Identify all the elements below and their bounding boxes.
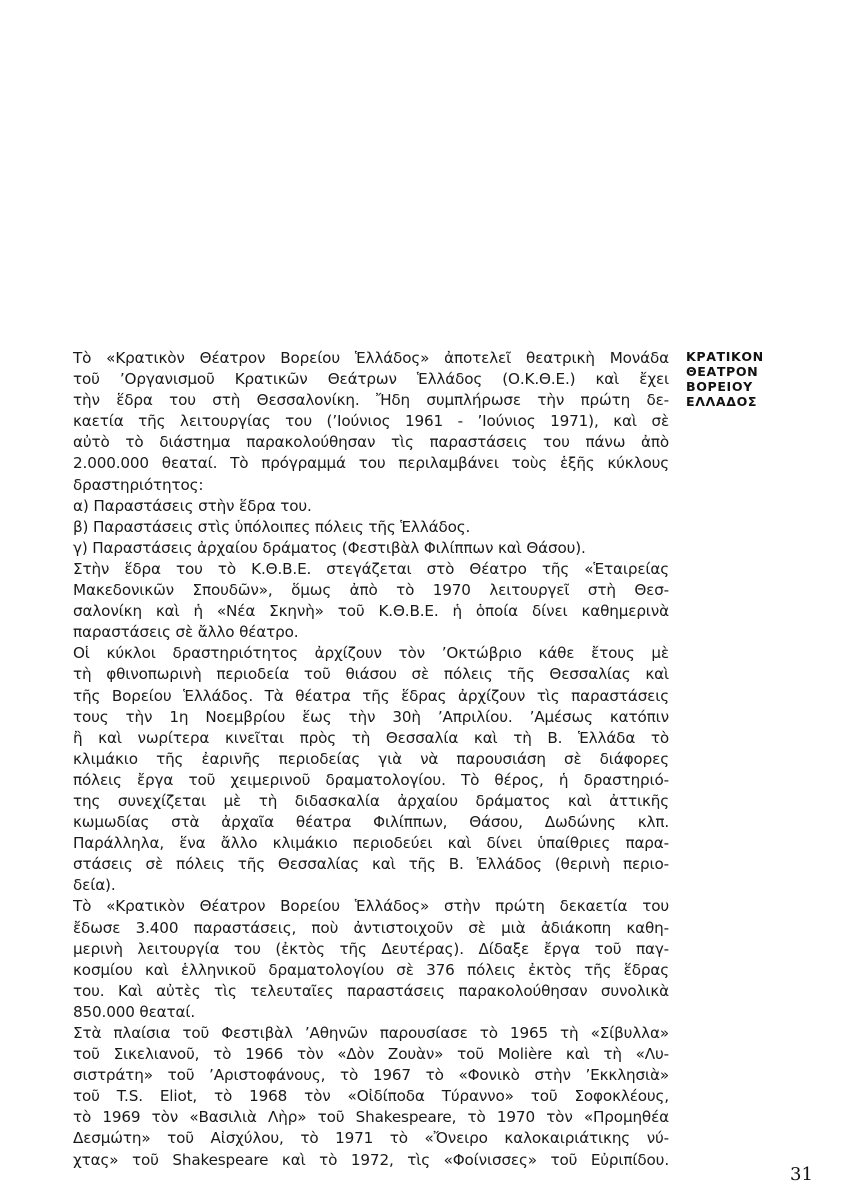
text-line: τὸ 1969 τὸν «Βασιλιὰ Λὴρ» τοῦ Shakespeare, τὸ 1970 τὸν «Προμηθέα <box>73 1108 669 1127</box>
text-line: Οἱ κύκλοι δραστηριότητος ἀρχίζουν τὸν ’Οκτώβριο κάθε ἔτους μὲ <box>73 644 669 663</box>
text-line: τὴν ἕδρα του στὴ Θεσσαλονίκη. Ἤδη συμπλήρωσε τὴν πρώτη δε- <box>73 391 669 410</box>
text-line: πόλεις ἔργα τοῦ χειμερινοῦ δραματολογίου. Τὸ θέρος, ἡ δραστηριό- <box>73 770 669 789</box>
text-line: Στὰ πλαίσια τοῦ Φεστιβὰλ ’Αθηνῶν παρουσίασε τὸ 1965 τὴ «Σίβυλλα» <box>73 1024 669 1042</box>
text-line: τοῦ T.S. Eliot, τὸ 1968 τὸν «Οἰδίποδα Τύραννο» τοῦ Σοφοκλέους, <box>73 1087 669 1106</box>
text-line: χτας» τοῦ Shakespeare καὶ τὸ 1972, τὶς «Φοίνισσες» τοῦ Εὐριπίδου. <box>73 1150 669 1169</box>
sidebar-heading <box>686 349 764 409</box>
page-number: 31 <box>790 1164 813 1185</box>
text-line: Παράλληλα, ἕνα ἄλλο κλιμάκιο περιοδεύει καὶ δίνει ὑπαίθριες παρα- <box>73 834 669 853</box>
text-line: κωμωδίας στὰ ἀρχαῖα θέατρα Φιλίππων, Θάσου, Δωδώνης κλπ. <box>73 813 669 832</box>
text-line: τὴ φθινοπωρινὴ περιοδεία τοῦ θιάσου σὲ πόλεις τῆς Θεσσαλίας καὶ <box>73 665 669 684</box>
text-line: αὐτὸ τὸ διάστημα παρακολούθησαν τὶς παραστάσεις του πάνω ἀπὸ <box>73 433 669 452</box>
text-line: τους τὴν 1η Νοεμβρίου ἕως τὴν 30ὴ ’Απριλίου. ’Αμέσως κατόπιν <box>73 707 669 726</box>
list-item: γ) Παραστάσεις ἀρχαίου δράματος (Φεστιβὰλ Φιλίππων καὶ Θάσου). <box>73 538 586 557</box>
text-line: σιστράτη» τοῦ ’Αριστοφάνους, τὸ 1967 τὸ «Φονικὸ στὴν ’Εκκλησιὰ» <box>73 1066 669 1085</box>
text-line: Τὸ «Κρατικὸν Θέατρον Βορείου Ἑλλάδος» ἀποτελεῖ θεατρικὴ Μονάδα <box>73 349 669 367</box>
text-line: Δεσμώτη» τοῦ Αἰσχύλου, τὸ 1971 τὸ «Ὄνειρο καλοκαιριάτικης νύ- <box>73 1129 669 1148</box>
sidebar-heading-line: ΒΟΡΕΙΟΥ <box>686 379 753 394</box>
list-item: α) Παραστάσεις στὴν ἕδρα του. <box>73 496 312 515</box>
text-line: μερινὴ λειτουργία του (ἐκτὸς τῆς Δευτέρας). Δίδαξε ἔργα τοῦ παγ- <box>73 939 669 958</box>
text-line: δραστηριότητος: <box>73 475 204 494</box>
sidebar-heading-line: ΘΕΑΤΡΟΝ <box>686 364 759 379</box>
sidebar-heading-line: ΕΛΛΑΔΟΣ <box>686 394 758 409</box>
text-line: παραστάσεις σὲ ἄλλο θέατρο. <box>73 623 299 642</box>
text-line: τοῦ ’Οργανισμοῦ Κρατικῶν Θεάτρων Ἑλλάδος (Ο.Κ.Θ.Ε.) καὶ ἔχει <box>73 370 669 389</box>
text-line: στάσεις σὲ πόλεις τῆς Θεσσαλίας καὶ τῆς Β. Ἑλλάδος (θερινὴ περιο- <box>73 855 669 874</box>
text-line: Μακεδονικῶν Σπουδῶν», ὅμως ἀπὸ τὸ 1970 λειτουργεῖ στὴ Θεσ- <box>73 581 669 600</box>
text-line: 850.000 θεαταί. <box>73 1002 196 1021</box>
text-line: κλιμάκιο τῆς ἐαρινῆς περιοδείας γιὰ νὰ παρουσιάση σὲ διάφορες <box>73 749 669 768</box>
text-line: Τὸ «Κρατικὸν Θέατρον Βορείου Ἑλλάδος» στὴν πρώτη δεκαετία του <box>73 897 669 916</box>
text-line: τῆς Βορείου Ἑλλάδος. Τὰ θέατρα τῆς ἕδρας ἀρχίζουν τὶς παραστάσεις <box>73 686 669 705</box>
text-line: της συνεχίζεται μὲ τὴ διδασκαλία ἀρχαίου δράματος καὶ ἀττικῆς <box>73 791 669 810</box>
list-item: β) Παραστάσεις στὶς ὑπόλοιπες πόλεις τῆς Ἑλλάδος. <box>73 517 471 536</box>
text-line: του. Καὶ αὐτὲς τὶς τελευταῖες παραστάσεις παρακολούθησαν συνολικὰ <box>73 981 669 1000</box>
text-line: τοῦ Σικελιανοῦ, τὸ 1966 τὸν «Δὸν Ζουὰν» τοῦ Molière καὶ τὴ «Λυ- <box>73 1045 669 1064</box>
text-line: καετία τῆς λειτουργίας του (’Ιούνιος 1961 - ’Ιούνιος 1971), καὶ σὲ <box>73 412 669 431</box>
body-text <box>73 348 669 1171</box>
text-line: κοσμίου καὶ ἑλληνικοῦ δραματολογίου σὲ 376 πόλεις ἐκτὸς τῆς ἕδρας <box>73 960 669 979</box>
text-line: ἢ καὶ νωρίτερα κινεῖται πρὸς τὴ Θεσσαλία καὶ τὴ Β. Ἑλλάδα τὸ <box>73 728 669 747</box>
sidebar-heading-line: ΚΡΑΤΙΚΟΝ <box>686 349 764 364</box>
text-line: σαλονίκη καὶ ἡ «Νέα Σκηνὴ» τοῦ Κ.Θ.Β.Ε. ἡ ὁποία δίνει καθημερινὰ <box>73 602 669 621</box>
text-line: Στὴν ἕδρα του τὸ Κ.Θ.Β.Ε. στεγάζεται στὸ Θέατρο τῆς «Ἑταιρείας <box>73 559 669 578</box>
text-line: 2.000.000 θεαταί. Τὸ πρόγραμμά του περιλαμβάνει τοὺς ἑξῆς κύκλους <box>73 454 669 473</box>
text-line: δεία). <box>73 876 116 895</box>
text-line: ἔδωσε 3.400 παραστάσεις, ποὺ ἀντιστοιχοῦν σὲ μιὰ ἀδιάκοπη καθη- <box>73 918 669 937</box>
